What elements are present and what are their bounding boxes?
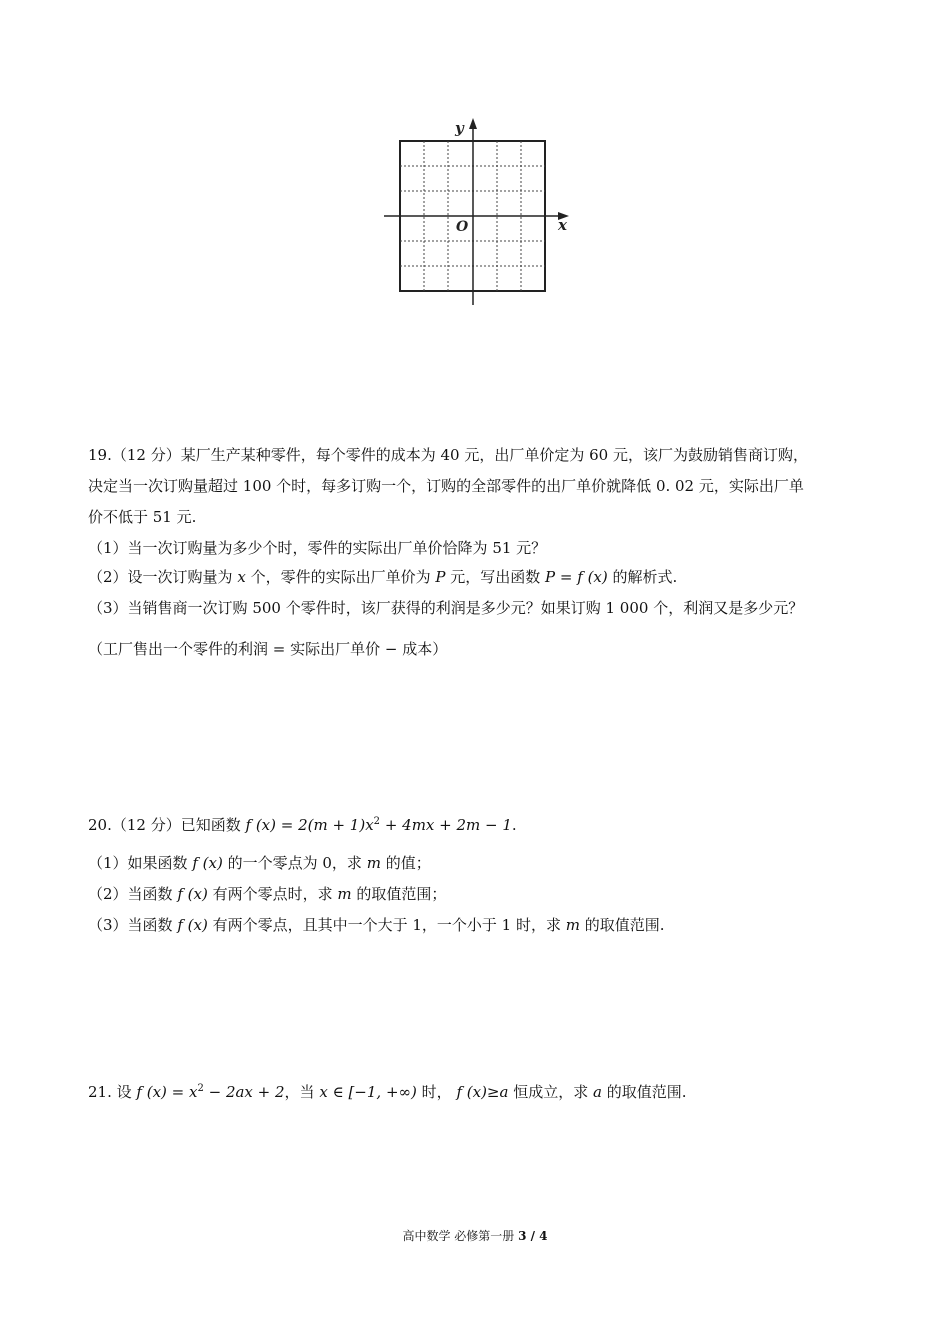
q19-note-text: （工厂售出一个零件的利润 = 实际出厂单价 − 成本） xyxy=(88,640,448,658)
q20-part-1-m: m xyxy=(366,854,381,872)
q20-part-1 xyxy=(88,853,431,873)
q21-formula-rhs: − 2ax + 2 xyxy=(203,1083,285,1101)
q20-part-3-c: 的取值范围. xyxy=(584,916,665,934)
q20-part-1-c: 的值； xyxy=(385,854,431,872)
q19-part-2 xyxy=(88,567,677,587)
q20-part-2 xyxy=(88,884,446,904)
q19-part-1 xyxy=(88,538,546,558)
q21-formula-lhs: f (x) = x xyxy=(136,1083,198,1101)
q20-text-1a: 20.（12 分）已知函数 xyxy=(88,816,241,834)
q19-part-1-text: （1）当一次订购量为多少个时，零件的实际出厂单价恰降为 51 元？ xyxy=(88,539,547,557)
page-footer xyxy=(0,1227,950,1244)
q20-part-1-fx: f (x) xyxy=(192,854,223,872)
q19-line-2 xyxy=(88,476,804,496)
coordinate-grid-figure xyxy=(370,112,580,317)
footer-text: 高中数学 必修第一册 xyxy=(402,1229,519,1243)
q21-mid-3: 恒成立，求 xyxy=(513,1083,589,1101)
q21-line xyxy=(88,1082,687,1102)
q20-part-3 xyxy=(88,915,665,935)
q20-part-2-c: 的取值范围； xyxy=(356,885,447,903)
q21-fx: f (x) xyxy=(456,1083,487,1101)
q21-a-1: a xyxy=(499,1083,509,1101)
q20-formula-rhs: + 4mx + 2m − 1 xyxy=(380,816,512,834)
x-axis-label: x xyxy=(558,216,567,234)
q20-part-3-fx: f (x) xyxy=(177,916,208,934)
y-axis xyxy=(469,118,477,305)
q19-part-2-text-a: （2）设一次订购量为 xyxy=(88,568,233,586)
q19-note xyxy=(88,639,447,659)
origin-label: O xyxy=(456,219,469,235)
q21-formula-exponent: 2 xyxy=(197,1083,204,1094)
q20-part-2-m: m xyxy=(337,885,352,903)
q21-domain: x ∈ [−1, +∞) xyxy=(319,1083,417,1101)
q20-part-2-fx: f (x) xyxy=(177,885,208,903)
q19-part-3 xyxy=(88,598,803,618)
q20-part-3-b: 有两个零点，且其中一个大于 1，一个小于 1 时，求 xyxy=(212,916,561,934)
x-axis xyxy=(384,212,569,220)
q21-lead: 21. 设 xyxy=(88,1083,132,1101)
q21-a-2: a xyxy=(593,1083,602,1101)
y-axis-label: y xyxy=(455,119,464,137)
q20-part-1-b: 的一个零点为 0，求 xyxy=(227,854,362,872)
q19-line-1 xyxy=(88,445,808,465)
var-P: P xyxy=(435,568,446,586)
formula-p-eq-fx: P = f (x) xyxy=(545,568,608,586)
q20-formula-exponent: 2 xyxy=(373,816,381,827)
q19-text-1: 19.（12 分）某厂生产某种零件，每个零件的成本为 40 元，出厂单价定为 60 元，该厂为鼓励销售商订购， xyxy=(88,446,808,464)
q20-part-2-b: 有两个零点时，求 xyxy=(212,885,333,903)
q19-part-2-text-c: 元，写出函数 xyxy=(450,568,541,586)
q19-part-2-text-d: 的解析式. xyxy=(612,568,678,586)
q20-part-2-a: （2）当函数 xyxy=(88,885,173,903)
q20-part-3-m: m xyxy=(565,916,581,934)
var-x: x xyxy=(237,568,246,586)
q19-text-2: 决定当一次订购量超过 100 个时，每多订购一个，订购的全部零件的出厂单价就降低 0. 02 元，实际出厂单 xyxy=(88,477,804,495)
q19-text-3: 价不低于 51 元. xyxy=(88,508,197,526)
q20-text-1b: . xyxy=(511,816,517,834)
q20-part-3-a: （3）当函数 xyxy=(88,916,173,934)
q21-geq: ≥ xyxy=(486,1083,500,1101)
q21-tail: 的取值范围. xyxy=(606,1083,687,1101)
q20-formula-lhs: f (x) = 2(m + 1)x xyxy=(245,816,374,834)
q21-mid-1: ，当 xyxy=(284,1083,315,1101)
q19-part-3-text: （3）当销售商一次订购 500 个零件时，该厂获得的利润是多少元？如果订购 1 000 个，利润又是多少元？ xyxy=(88,599,804,617)
page-number: 3 / 4 xyxy=(518,1229,548,1243)
q20-part-1-a: （1）如果函数 xyxy=(88,854,188,872)
q21-mid-2: 时， xyxy=(421,1083,452,1101)
q19-line-3 xyxy=(88,507,196,527)
q20-line-1 xyxy=(88,815,517,835)
q19-part-2-text-b: 个，零件的实际出厂单价为 xyxy=(250,568,431,586)
